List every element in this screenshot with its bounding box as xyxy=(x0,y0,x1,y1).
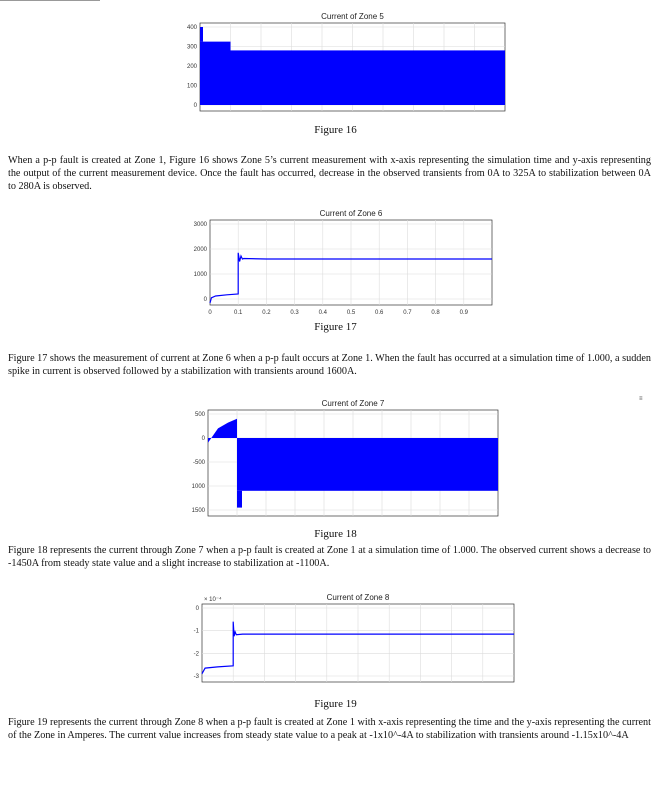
corner-mark: ≡ xyxy=(639,396,643,402)
pre-fault-band xyxy=(200,42,231,105)
zone6-current-plot xyxy=(170,200,500,320)
y-tick-label: -3 xyxy=(193,674,199,680)
y-tick-label: -500 xyxy=(192,460,205,466)
chart-title: Current of Zone 6 xyxy=(319,209,383,218)
axis-multiplier: × 10⁻⁴ xyxy=(204,597,222,603)
figure-16-caption: Figure 16 xyxy=(314,124,357,136)
x-tick-label: 0.5 xyxy=(346,310,356,316)
y-tick-label: -2 xyxy=(193,651,199,658)
zone7-current-plot xyxy=(168,396,508,524)
fault-transient xyxy=(237,491,242,508)
x-tick-label: 0.9 xyxy=(459,310,468,316)
chart-title: Current of Zone 8 xyxy=(326,593,390,602)
y-tick-label: 2000 xyxy=(193,247,207,253)
y-tick-label: 400 xyxy=(186,25,197,31)
post-fault-band xyxy=(237,438,498,491)
figure-19-caption: Figure 19 xyxy=(314,698,357,710)
y-tick-label: 500 xyxy=(194,412,205,418)
x-tick-label: 0.4 xyxy=(318,310,327,316)
y-tick-label: 200 xyxy=(186,64,197,70)
y-tick-label: 0 xyxy=(193,103,197,109)
x-tick-label: 0.6 xyxy=(375,310,384,316)
x-tick-label: 0.7 xyxy=(403,310,412,316)
zone8-current-plot xyxy=(162,592,522,692)
figure-18-caption: Figure 18 xyxy=(314,528,357,540)
top-rule xyxy=(0,0,100,1)
figure-16-chart xyxy=(160,8,520,118)
y-tick-label: 1500 xyxy=(191,508,205,514)
y-tick-label: -1 xyxy=(193,628,199,635)
y-tick-label: 0 xyxy=(201,436,205,442)
figure-17-chart xyxy=(170,200,500,320)
zone5-current-plot xyxy=(160,8,520,118)
y-tick-label: 100 xyxy=(186,83,197,90)
y-tick-label: 1000 xyxy=(193,272,207,278)
paragraph-4: Figure 19 represents the current through Zone 8 when a p-p fault is created at Zone 1 with x-axis representing the time and the y-axis representing the current of the Zone in Amperes. The current value increases from steady state value to a peak at -1x10^-4A to stabilization with transients around -1.15x10^-4A xyxy=(8,717,651,741)
paragraph-3: Figure 18 represents the current through Zone 7 when a p-p fault is created at Zone 1 at a simulation time of 1.000. The observed current shows a decrease to -1450A from steady state value and a slight increase to stabilization at -1100A. xyxy=(8,545,651,569)
figure-19-chart xyxy=(162,592,522,692)
y-tick-label: 0 xyxy=(203,297,207,303)
chart-title: Current of Zone 5 xyxy=(321,12,384,21)
y-tick-label: 300 xyxy=(186,44,197,51)
figure-17-caption: Figure 17 xyxy=(314,321,357,333)
y-tick-label: 0 xyxy=(195,606,199,612)
chart-title: Current of Zone 7 xyxy=(321,399,385,408)
post-fault-band xyxy=(231,50,506,105)
x-tick-label: 0.3 xyxy=(290,310,299,316)
x-tick-label: 0.1 xyxy=(234,310,243,316)
x-tick-label: 0 xyxy=(208,310,212,316)
figure-18-chart xyxy=(168,396,508,524)
x-tick-label: 0.8 xyxy=(431,310,440,316)
x-tick-label: 0.2 xyxy=(262,310,271,316)
paragraph-2: Figure 17 shows the measurement of current at Zone 6 when a p-p fault occurs at Zone 1. When the fault has occurred at a simulation time of 1.000, a sudden spike in current is observed followed by a stabilization with transients around 1600A. xyxy=(8,353,651,377)
y-tick-label: 1000 xyxy=(191,484,205,490)
y-tick-label: 3000 xyxy=(193,222,207,228)
paragraph-1: When a p-p fault is created at Zone 1, Figure 16 shows Zone 5’s current measurement with x-axis representing the simulation time and y-axis representing the output of the current measurement device. Once the fault has occurred, decrease in the observed transients from 0A to 325A to stabilization between 0A to 280A is observed. xyxy=(8,155,651,192)
startup-spike xyxy=(200,27,203,42)
